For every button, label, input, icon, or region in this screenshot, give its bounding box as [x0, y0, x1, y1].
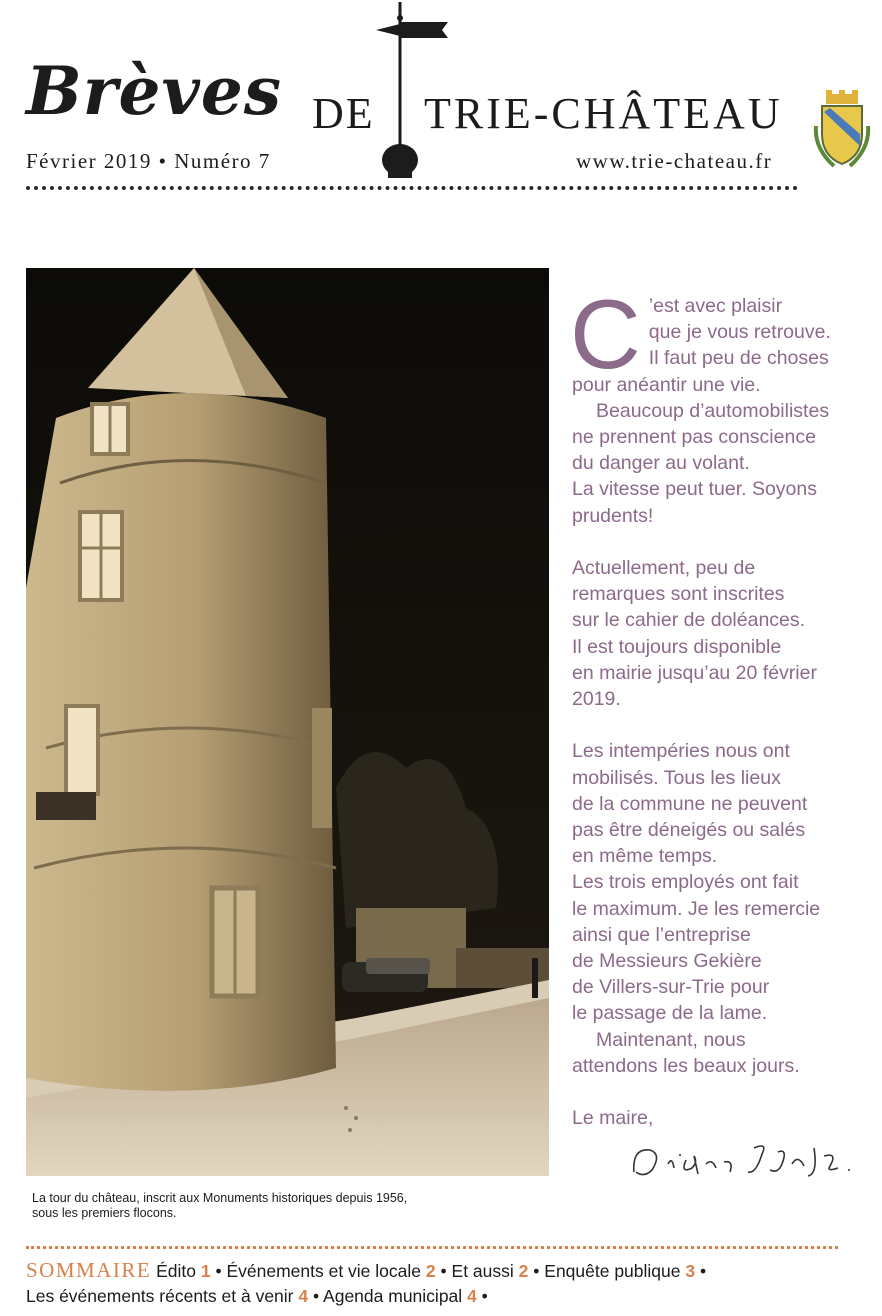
- edito-line: mobilisés. Tous les lieux: [572, 766, 781, 789]
- edito-line: que je vous retrouve.: [648, 321, 831, 344]
- photo-caption: [32, 1191, 462, 1221]
- edito-line: sur le cahier de doléances.: [572, 609, 806, 632]
- edito-line: pour anéantir une vie.: [572, 373, 761, 396]
- edito-line: [572, 1027, 862, 1053]
- edito-line: du danger au volant.: [572, 452, 750, 475]
- edito-line: Les intempéries nous ont: [572, 740, 790, 763]
- mayor-signature: [628, 1134, 858, 1184]
- masthead-town: TRIE-CHÂTEAU: [424, 89, 783, 138]
- toc-divider: [26, 1246, 838, 1249]
- edito-line: Actuellement, peu de: [572, 557, 756, 580]
- edito-line: de Messieurs Gekière: [572, 950, 762, 973]
- dropcap: C: [570, 279, 641, 389]
- coat-of-arms-icon: [812, 90, 872, 170]
- masthead-connector: DE: [312, 89, 375, 138]
- masthead-brand: Brèves: [26, 52, 283, 130]
- toc-item-evenements-recents[interactable]: Les événements récents et à venir 4: [26, 1285, 309, 1306]
- toc-separator: •: [440, 1261, 447, 1281]
- edito-line: pas être déneigés ou salés: [572, 819, 806, 842]
- edito-line: ’est avec plaisir: [648, 295, 783, 317]
- toc-separator: •: [215, 1261, 222, 1281]
- edito-line: de la commune ne peuvent: [572, 792, 808, 815]
- issue-info: Février 2019 • Numéro 7: [26, 149, 271, 173]
- website-link[interactable]: www.trie-chateau.fr: [576, 149, 773, 173]
- toc-item-evenements[interactable]: Événements et vie locale 2: [226, 1261, 436, 1281]
- edito-line-text: Beaucoup d’automobilistes: [596, 399, 830, 422]
- edito-line: La vitesse peut tuer. Soyons: [572, 478, 817, 501]
- toc-item-enquete[interactable]: Enquête publique 3: [544, 1261, 696, 1281]
- edito-line: Il est toujours disponible: [572, 635, 782, 658]
- edito-signoff: Le maire,: [572, 1107, 654, 1130]
- edito-line: prudents!: [572, 504, 654, 527]
- edito-line: le passage de la lame.: [572, 1002, 768, 1025]
- edito-line: [572, 398, 862, 424]
- edito-line: ainsi que l’entreprise: [572, 923, 751, 946]
- toc-item-agenda[interactable]: Agenda municipal 4: [323, 1285, 477, 1306]
- toc-item-et-aussi[interactable]: Et aussi 2: [451, 1261, 529, 1281]
- caption-line: La tour du château, inscrit aux Monuments historiques depuis 1956,: [32, 1191, 408, 1205]
- edito-line: en même temps.: [572, 845, 718, 868]
- toc-separator: •: [481, 1285, 488, 1306]
- edito-line: de Villers-sur-Trie pour: [572, 976, 770, 999]
- edito-line: remarques sont inscrites: [572, 583, 785, 606]
- edito-line: le maximum. Je les remercie: [572, 897, 821, 920]
- toc-separator: •: [533, 1261, 540, 1281]
- edito-line: Les trois employés ont fait: [572, 871, 799, 894]
- edito-text: [570, 279, 862, 1131]
- edito-line: attendons les beaux jours.: [572, 1054, 800, 1077]
- table-of-contents: [26, 1258, 866, 1308]
- header-divider: [26, 186, 798, 190]
- edito-line: ne prennent pas conscience: [572, 426, 816, 449]
- edito-line: Il faut peu de choses: [648, 347, 829, 370]
- toc-item-edito[interactable]: Édito 1: [156, 1261, 211, 1281]
- toc-separator: •: [313, 1285, 320, 1306]
- edito-line-text: Maintenant, nous: [596, 1028, 746, 1051]
- edito-line: 2019.: [572, 688, 621, 711]
- caption-line: sous les premiers flocons.: [32, 1206, 177, 1220]
- edito-line: en mairie jusqu’au 20 février: [572, 661, 817, 684]
- chateau-tower-photo: [26, 268, 549, 1176]
- toc-separator: •: [699, 1261, 707, 1281]
- toc-title: SOMMAIRE: [26, 1258, 152, 1282]
